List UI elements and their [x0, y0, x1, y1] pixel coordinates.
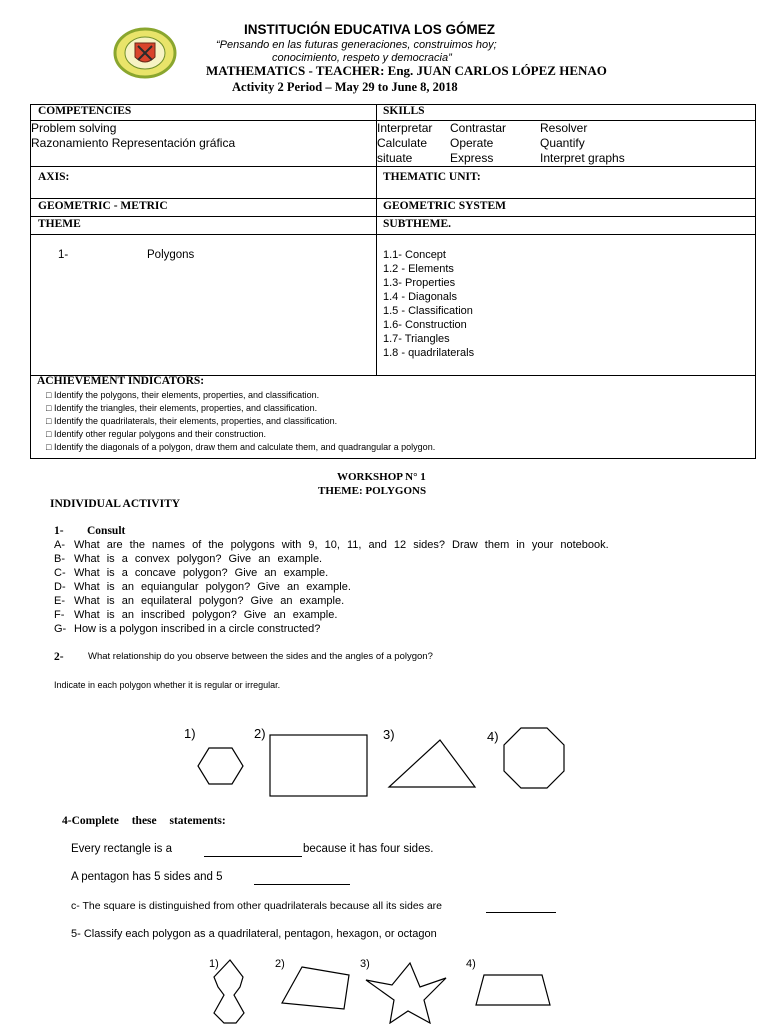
q1-item-c: C- What is a concave polygon? Give an example.	[54, 567, 329, 579]
workshop-theme: THEME: POLYGONS	[318, 485, 427, 497]
q1-number: 1-	[54, 525, 64, 537]
statement-3: c- The square is distinguished from other quadrilaterals because all its sides are	[71, 900, 442, 912]
achievement-item: □ Identify the quadrilaterals, their elements, properties, and classification.	[46, 416, 338, 426]
concave-polygon-shape	[214, 960, 244, 1023]
skill-cell: Operate	[450, 136, 494, 150]
octagon-shape	[504, 728, 564, 788]
theme-header: THEME	[38, 218, 81, 230]
q1-item-e: E- What is an equilateral polygon? Give an example.	[54, 595, 345, 607]
trapezoid-shape	[476, 975, 550, 1005]
skill-cell: situate	[377, 151, 413, 165]
subtheme-item: 1.1- Concept	[383, 249, 446, 261]
q4-title: 4-Complete these statements:	[62, 815, 226, 827]
subtheme-header: SUBTHEME.	[383, 218, 452, 230]
activity-period: Activity 2 Period – May 29 to June 8, 2018	[232, 80, 458, 94]
shape-label: 2)	[254, 726, 266, 741]
skill-cell: Express	[450, 151, 494, 165]
motto-line-2: conocimiento, respeto y democracia”	[272, 52, 452, 64]
shape-label: 4)	[466, 958, 476, 970]
subtheme-item: 1.2 - Elements	[383, 263, 454, 275]
star-shape	[366, 963, 446, 1023]
skill-cell: Interpret graphs	[540, 151, 625, 165]
q1-item-d: D- What is an equiangular polygon? Give an example.	[54, 581, 351, 593]
q1-label: Consult	[87, 525, 126, 537]
theme-value: Polygons	[147, 249, 195, 261]
thematic-value: GEOMETRIC SYSTEM	[383, 200, 507, 212]
q1-item-f: F- What is an inscribed polygon? Give an example.	[54, 609, 338, 621]
skill-cell: Interpretar	[377, 121, 433, 135]
rectangle-shape	[270, 735, 367, 796]
subject-teacher: MATHEMATICS - TEACHER: Eng. JUAN CARLOS LÓPEZ HENAO	[206, 63, 607, 78]
shape-label: 3)	[360, 958, 370, 970]
bullet-icon: □	[46, 403, 54, 413]
subtheme-item: 1.4 - Diagonals	[383, 291, 457, 303]
skill-cell: Calculate	[377, 136, 428, 150]
polygon-figures-row-2	[0, 955, 768, 1024]
statement-2: A pentagon has 5 sides and 5	[71, 871, 223, 883]
blank-line[interactable]	[204, 856, 302, 857]
shape-label: 2)	[275, 958, 285, 970]
skill-cell: Contrastar	[450, 121, 507, 135]
statement-1-end: because it has four sides.	[303, 843, 434, 855]
bullet-icon: □	[46, 390, 54, 400]
achievement-item: □ Identify other regular polygons and their construction.	[46, 429, 267, 439]
axis-value: GEOMETRIC - METRIC	[38, 200, 168, 212]
shape-label: 1)	[184, 726, 196, 741]
bullet-icon: □	[46, 429, 54, 439]
bullet-icon: □	[46, 416, 54, 426]
school-logo	[113, 27, 177, 79]
q3-text: Indicate in each polygon whether it is regular or irregular.	[54, 680, 281, 690]
hexagon-shape	[198, 748, 243, 784]
q2-text: What relationship do you observe between the sides and the angles of a polygon?	[88, 651, 433, 662]
q1-item-a: A- What are the names of the polygons with 9, 10, 11, and 12 sides? Draw them in your notebook.	[54, 539, 609, 551]
subtheme-item: 1.5 - Classification	[383, 305, 473, 317]
institution-name: INSTITUCIÓN EDUCATIVA LOS GÓMEZ	[244, 22, 495, 37]
skill-cell: Resolver	[540, 121, 588, 135]
q2-number: 2-	[54, 651, 64, 663]
achievement-header: ACHIEVEMENT INDICATORS:	[37, 375, 205, 387]
shape-label: 4)	[487, 729, 499, 744]
workshop-title: WORKSHOP N° 1	[337, 471, 426, 483]
axis-header: AXIS:	[38, 171, 70, 183]
blank-line[interactable]	[254, 884, 350, 885]
achievement-item: □ Identify the polygons, their elements, properties, and classification.	[46, 390, 320, 400]
achievement-item: □ Identify the triangles, their elements, properties, and classification.	[46, 403, 318, 413]
subtheme-item: 1.6- Construction	[383, 319, 467, 331]
shape-label: 1)	[209, 958, 219, 970]
skill-cell: Quantify	[540, 136, 585, 150]
q1-item-b: B- What is a convex polygon? Give an example.	[54, 553, 323, 565]
q1-item-g: G- How is a polygon inscribed in a circle constructed?	[54, 623, 321, 635]
subtheme-item: 1.7- Triangles	[383, 333, 450, 345]
competencies-header: COMPETENCIES	[38, 105, 132, 117]
thematic-header: THEMATIC UNIT:	[383, 171, 481, 183]
triangle-shape	[389, 740, 475, 787]
shape-label: 3)	[383, 727, 395, 742]
bullet-icon: □	[46, 442, 54, 452]
irregular-quadrilateral-shape	[282, 967, 349, 1009]
motto-line-1: “Pensando en las futuras generaciones, construimos hoy;	[216, 39, 497, 51]
competency-2: Razonamiento Representación gráfica	[31, 136, 236, 150]
statement-1-start: Every rectangle is a	[71, 843, 172, 855]
individual-activity: INDIVIDUAL ACTIVITY	[50, 498, 181, 510]
subtheme-item: 1.8 - quadrilaterals	[383, 347, 475, 359]
subtheme-item: 1.3- Properties	[383, 277, 456, 289]
statement-5: 5- Classify each polygon as a quadrilateral, pentagon, hexagon, or octagon	[71, 928, 437, 940]
polygon-figures-row-1	[0, 720, 768, 800]
competency-1: Problem solving	[31, 121, 117, 135]
theme-number: 1-	[58, 249, 69, 261]
achievement-item: □ Identify the diagonals of a polygon, draw them and calculate them, and quadrangular a polygon.	[46, 442, 436, 452]
skills-header: SKILLS	[383, 105, 425, 117]
blank-line[interactable]	[486, 912, 556, 913]
